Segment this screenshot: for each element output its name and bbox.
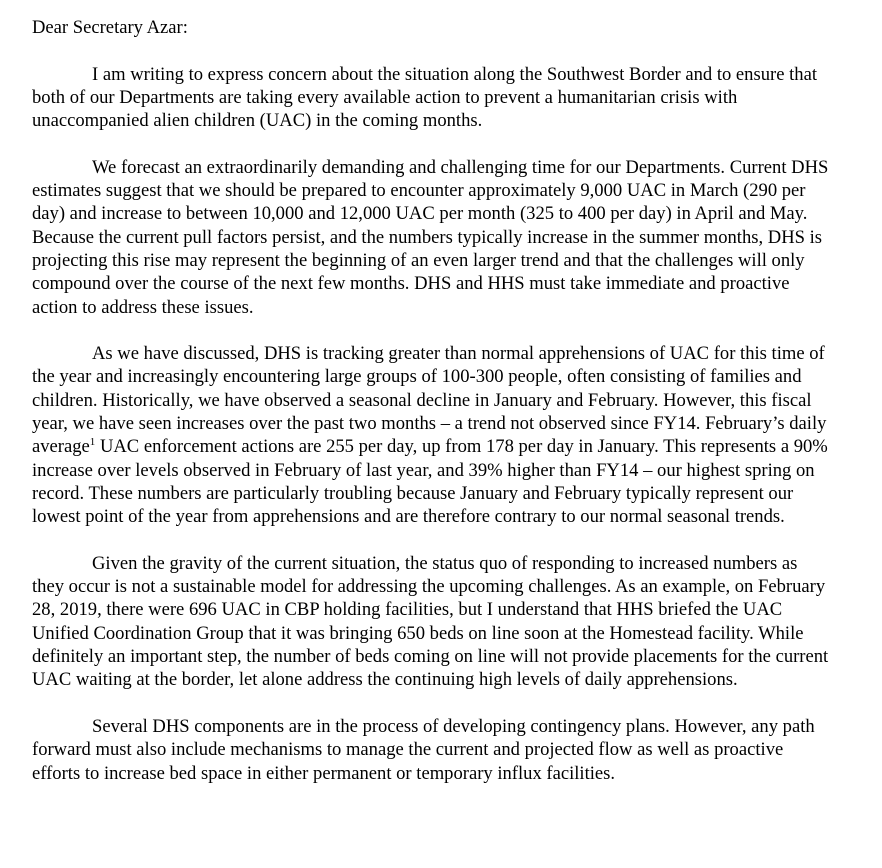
paragraph-apprehensions-part-1: As we have discussed, DHS is tracking greater than normal apprehensions of UAC for this time of the year and increasingly encountering large groups of 100-300 people, often consisting of families and children. Historically, we have observed a seasonal decline in January and February. However, this fiscal year, we have seen increases over the past two months – a trend not observed since FY14. February’s daily average (32, 343, 827, 458)
letter-body (32, 16, 832, 785)
paragraph-status-quo: Given the gravity of the current situation, the status quo of responding to increased numbers as they occur is not a sustainable model for addressing the upcoming challenges. As an example, on February 28, 2019, there were 696 UAC in CBP holding facilities, but I understand that HHS briefed the UAC Unified Coordination Group that it was bringing 650 beds on line soon at the Homestead facility. While definitely an important step, the number of beds coming on line will not provide placements for the current UAC waiting at the border, let alone address the continuing high levels of daily apprehensions. (32, 552, 829, 691)
footnote-marker[interactable]: 1 (89, 436, 96, 449)
paragraph-contingency: Several DHS components are in the process of developing contingency plans. However, any path forward must also include mechanisms to manage the current and projected flow as well as proactive efforts to increase bed space in either permanent or temporary influx facilities. (32, 715, 815, 784)
paragraph-concern: I am writing to express concern about the situation along the Southwest Border and to ensure that both of our Departments are taking every available action to prevent a humanitarian crisis with unaccompanied alien children (UAC) in the coming months. (32, 63, 817, 132)
paragraph-forecast: We forecast an extraordinarily demanding and challenging time for our Departments. Current DHS estimates suggest that we should be prepared to encounter approximately 9,000 UAC in March (290 per day) and increase to between 10,000 and 12,000 UAC per month (325 to 400 per day) in April and May. Because the current pull factors persist, and the numbers typically increase in the summer months, DHS is projecting this rise may represent the beginning of an even larger trend and that the challenges will only compound over the course of the next few months. DHS and HHS must take immediate and proactive action to address these issues. (32, 156, 829, 318)
salutation: Dear Secretary Azar: (32, 17, 188, 38)
paragraph-apprehensions-part-2: UAC enforcement actions are 255 per day, up from 178 per day in January. This represents a 90% increase over levels observed in February of last year, and 39% higher than FY14 – our highest spring on record. These numbers are particularly troubling because January and February typically represent our lowest point of the year from apprehensions and are therefore contrary to our normal seasonal trends. (32, 436, 828, 528)
paragraph-apprehensions (32, 342, 832, 528)
